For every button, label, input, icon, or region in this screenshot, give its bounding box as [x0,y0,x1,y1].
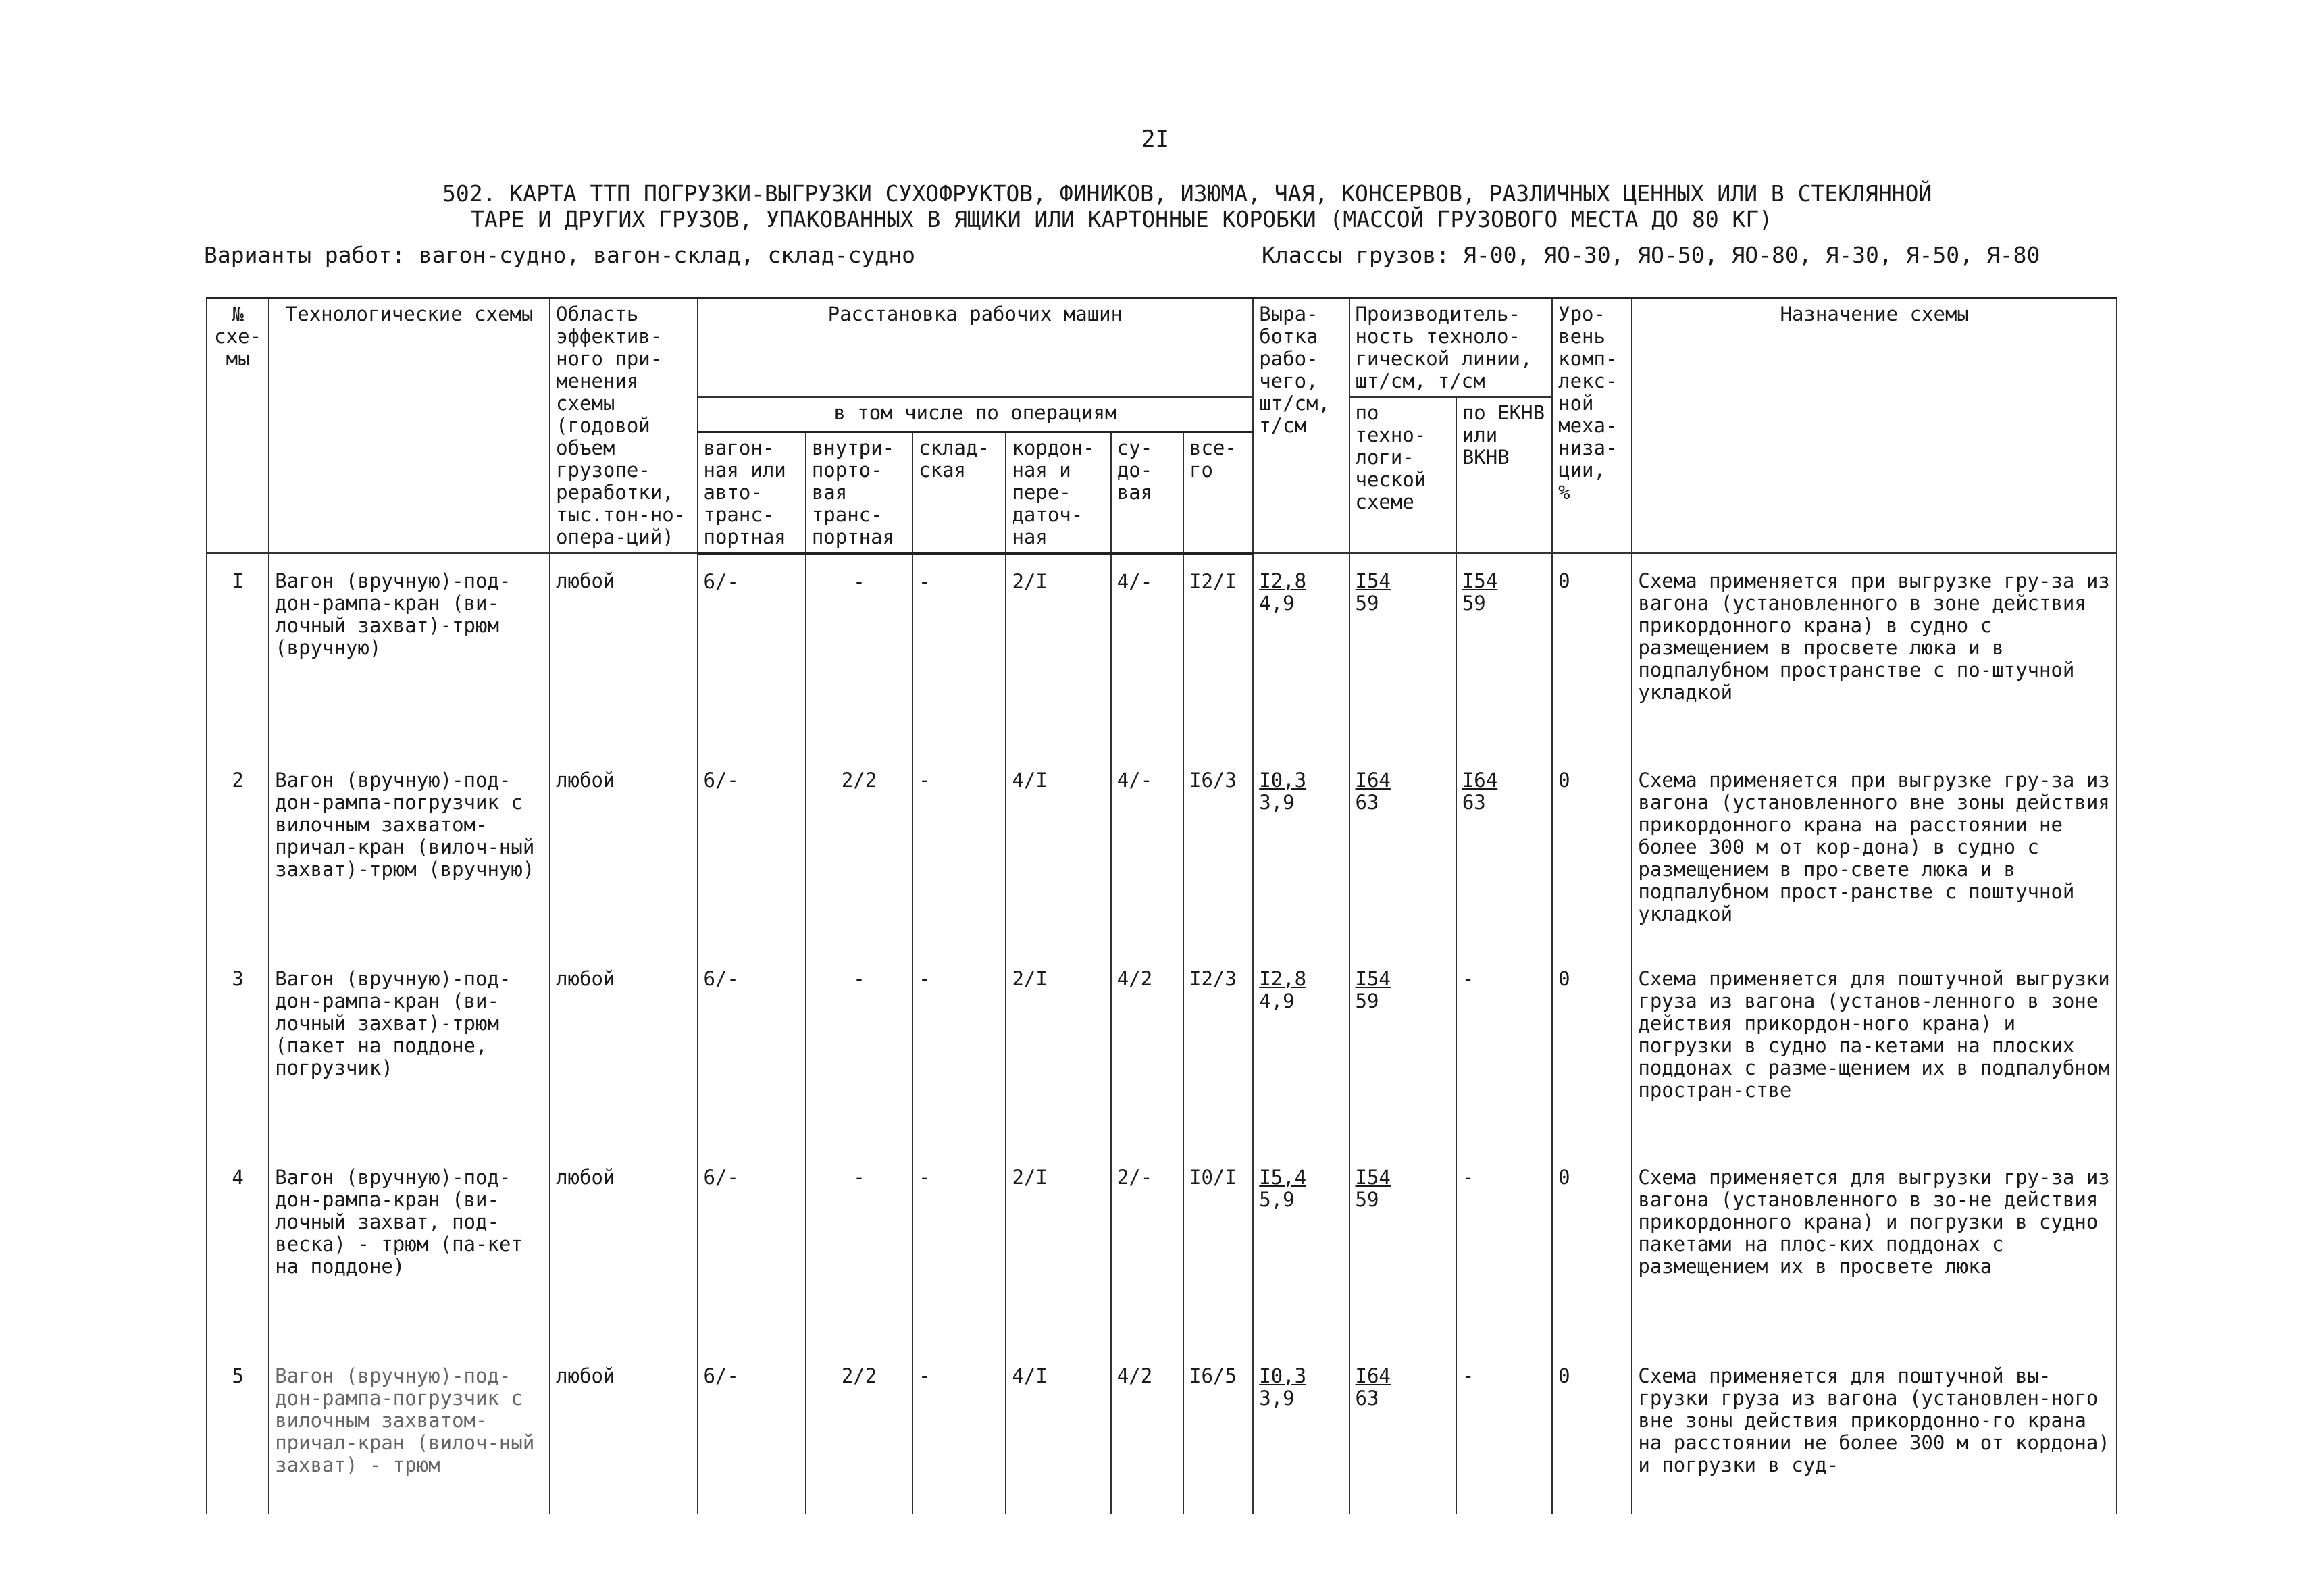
header-by-operations: в том числе по операциям [698,397,1254,432]
cell-purpose: Схема применяется при выгрузке гру-за из вагона (установленного вне зоны действия прикордонного крана на расстоянии не более 300 м от кор-дона) в судно с размещением в про-свете люка и в подпалубном прост-ранстве с поштучной укладкой [1632,753,2117,952]
cell-output [1253,753,1349,952]
cell-ship: 4/2 [1111,1349,1183,1514]
cell-purpose: Схема применяется для поштучной выгрузки груза из вагона (установ-ленного в зоне действия прикордон-ного крана) и погрузки в судно па-кетами на плоских поддонах с разме-щением их в подпалубном простран-стве [1632,952,2117,1150]
header-wagon: вагон-ная или авто-транс-портная [698,432,806,553]
prod-scheme-numerator: I64 [1355,1364,1391,1387]
cell-output [1253,1150,1349,1349]
cell-output [1253,553,1349,753]
cell-scheme: Вагон (вручную)-под-дон-рампа-кран (ви-лочный захват)-трюм (пакет на поддоне, погрузчик) [269,952,550,1150]
cell-num: 4 [207,1150,269,1349]
output-denominator: 3,9 [1259,1386,1295,1410]
cell-area: любой [550,553,697,753]
prod-eknv-numerator: I54 [1462,569,1498,592]
cell-mech: 0 [1552,1349,1632,1514]
page-number: 2I [1141,126,1169,153]
prod-eknv-value: - [1462,967,1474,990]
cell-wagon: 6/- [698,1349,806,1514]
output-numerator: I2,8 [1259,967,1307,990]
header-num: № схе-мы [207,299,269,554]
cell-scheme: Вагон (вручную)-под-дон-рампа-кран (ви-лочный захват, под-веска) - трюм (па-кет на поддоне) [269,1150,550,1349]
cell-total: I6/5 [1183,1349,1253,1514]
prod-scheme-denominator: 59 [1355,592,1379,615]
output-denominator: 4,9 [1259,592,1295,615]
prod-eknv-denominator: 59 [1462,592,1486,615]
prod-eknv-value: - [1462,1364,1474,1387]
cell-mech: 0 [1552,952,1632,1150]
cell-wagon: 6/- [698,753,806,952]
header-schemes: Технологические схемы [269,299,550,554]
cell-purpose: Схема применяется при выгрузке гру-за из вагона (установленного в зоне действия прикордонного крана) в судно с размещением в просвете люка и в подпалубном пространстве с по-штучной укладкой [1632,553,2117,753]
output-numerator: I0,3 [1259,1364,1307,1387]
header-output: Выра-ботка рабо-чего, шт/см, т/см [1253,299,1349,554]
header-warehouse: склад-ская [912,432,1006,553]
cell-wagon: 6/- [698,553,806,753]
table-row [207,952,2117,1150]
cell-ship: 4/2 [1111,952,1183,1150]
cell-output [1253,952,1349,1150]
cell-area: любой [550,753,697,952]
output-numerator: I5,4 [1259,1165,1307,1189]
cell-area: любой [550,952,697,1150]
cell-purpose: Схема применяется для выгрузки гру-за из вагона (установленного в зо-не действия прикордонного крана) и погрузки в судно пакетами на плос-ких поддонах с размещением их в просвете люка [1632,1150,2117,1349]
cell-prod-scheme [1349,753,1456,952]
cell-prod-eknv [1456,1150,1552,1349]
header-cordon: кордон-ная и пере-даточ-ная [1006,432,1110,553]
cell-ship: 2/- [1111,1150,1183,1349]
cell-prod-eknv [1456,1349,1552,1514]
cell-intraport: - [806,553,912,753]
table-row [207,1349,2117,1514]
header-productivity: Производитель-ность техноло-гической линии, шт/см, т/см [1349,299,1553,398]
prod-scheme-denominator: 59 [1355,1187,1379,1211]
output-numerator: I2,8 [1259,569,1307,592]
cell-mech: 0 [1552,753,1632,952]
cell-cordon: 2/I [1006,1150,1110,1349]
header-area: Область эффектив-ного при-менения схемы (годовой объем грузопе-реработки, тыс.тон-но-опера-ций) [550,299,697,554]
cell-wagon: 6/- [698,952,806,1150]
cell-warehouse: - [912,1150,1006,1349]
header-ship: су-до-вая [1111,432,1183,553]
prod-scheme-numerator: I54 [1355,1165,1391,1189]
cell-area: любой [550,1150,697,1349]
cell-warehouse: - [912,952,1006,1150]
cell-prod-scheme [1349,952,1456,1150]
title-line-1: 502. КАРТА ТТП ПОГРУЗКИ-ВЫГРУЗКИ СУХОФРУКТОВ, ФИНИКОВ, ИЗЮМА, ЧАЯ, КОНСЕРВОВ, РАЗЛИЧНЫХ ЦЕННЫХ ИЛИ В СТЕКЛЯННОЙ [442,180,1932,207]
prod-scheme-numerator: I64 [1355,768,1391,792]
document-title [442,181,1996,232]
cell-cordon: 4/I [1006,753,1110,952]
cell-prod-eknv [1456,952,1552,1150]
cell-mech: 0 [1552,553,1632,753]
prod-scheme-denominator: 59 [1355,989,1379,1012]
cell-intraport: - [806,1150,912,1349]
output-denominator: 3,9 [1259,790,1295,814]
prod-scheme-denominator: 63 [1355,1386,1379,1410]
cell-mech: 0 [1552,1150,1632,1349]
prod-scheme-denominator: 63 [1355,790,1379,814]
cell-scheme: Вагон (вручную)-под-дон-рампа-погрузчик с вилочным захватом-причал-кран (вилоч-ный захват)-трюм (вручную) [269,753,550,952]
cell-warehouse: - [912,1349,1006,1514]
cell-prod-eknv [1456,753,1552,952]
cell-total: I2/3 [1183,952,1253,1150]
cell-num: 5 [207,1349,269,1514]
cell-prod-scheme [1349,1349,1456,1514]
output-denominator: 4,9 [1259,989,1295,1012]
cell-num: 3 [207,952,269,1150]
output-denominator: 5,9 [1259,1187,1295,1211]
cell-prod-eknv [1456,553,1552,753]
table-row [207,553,2117,753]
header-purpose: Назначение схемы [1632,299,2117,554]
cell-cordon: 2/I [1006,553,1110,753]
work-variants: Варианты работ: вагон-судно, вагон-склад, склад-судно [204,242,915,268]
cell-ship: 4/- [1111,753,1183,952]
output-numerator: I0,3 [1259,768,1307,792]
cell-total: I2/I [1183,553,1253,753]
cell-scheme: Вагон (вручную)-под-дон-рампа-кран (ви-лочный захват)-трюм (вручную) [269,553,550,753]
cell-purpose: Схема применяется для поштучной вы-грузки груза из вагона (установлен-ного вне зоны действия прикордонно-го крана на расстоянии не более 300 м от кордона) и погрузки в суд- [1632,1349,2117,1514]
cell-intraport: 2/2 [806,753,912,952]
cell-total: I6/3 [1183,753,1253,952]
cell-intraport: - [806,952,912,1150]
cell-area: любой [550,1349,697,1514]
header-placement: Расстановка рабочих машин [698,299,1254,398]
header-by-scheme: по техно-логи-ческой схеме [1349,397,1456,553]
cell-scheme: Вагон (вручную)-под-дон-рампа-погрузчик с вилочным захватом-причал-кран (вилоч-ный захват) - трюм [269,1349,550,1514]
prod-eknv-numerator: I64 [1462,768,1498,792]
title-line-2: ТАРЕ И ДРУГИХ ГРУЗОВ, УПАКОВАННЫХ В ЯЩИКИ ИЛИ КАРТОННЫЕ КОРОБКИ (МАССОЙ ГРУЗОВОГО МЕСТА ДО 80 КГ) [471,206,1773,232]
cell-prod-scheme [1349,1150,1456,1349]
cell-wagon: 6/- [698,1150,806,1349]
cell-cordon: 2/I [1006,952,1110,1150]
cell-cordon: 4/I [1006,1349,1110,1514]
prod-scheme-numerator: I54 [1355,569,1391,592]
table-row [207,753,2117,952]
header-intraport: внутри-порто-вая транс-портная [806,432,912,553]
technology-table [206,297,2117,1514]
header-mech-level: Уро-вень комп-лекс-ной меха-низа-ции, % [1552,299,1632,554]
prod-eknv-value: - [1462,1165,1474,1189]
cell-num: 2 [207,753,269,952]
cargo-classes: Классы грузов: Я-00, ЯО-30, ЯО-50, ЯО-80, Я-30, Я-50, Я-80 [1262,242,2040,268]
cell-warehouse: - [912,753,1006,952]
prod-scheme-numerator: I54 [1355,967,1391,990]
cell-total: I0/I [1183,1150,1253,1349]
cell-output [1253,1349,1349,1514]
cell-intraport: 2/2 [806,1349,912,1514]
header-by-eknv: по ЕКНВ или ВКНВ [1456,397,1552,553]
table-row [207,1150,2117,1349]
cell-prod-scheme [1349,553,1456,753]
header-total: все-го [1183,432,1253,553]
cell-warehouse: - [912,553,1006,753]
cell-num: I [207,553,269,753]
cell-ship: 4/- [1111,553,1183,753]
prod-eknv-denominator: 63 [1462,790,1486,814]
